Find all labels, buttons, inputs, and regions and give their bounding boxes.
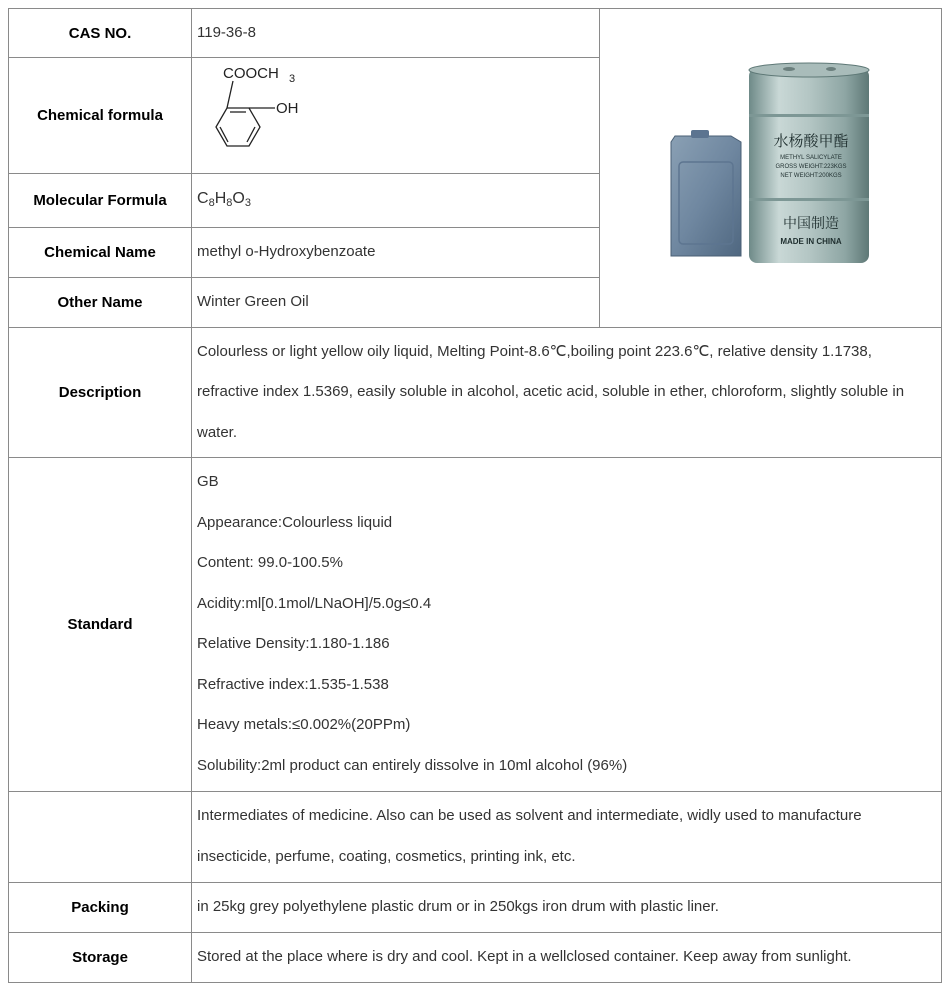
formula-o-count: 3 — [244, 196, 251, 209]
cas-value: 119-36-8 — [192, 9, 600, 58]
standard-line: Refractive index:1.535-1.538 — [197, 675, 389, 693]
formula-o: O — [232, 189, 245, 207]
standard-line: Acidity:ml[0.1mol/LNaOH]/5.0g≤0.4 — [197, 594, 432, 612]
other-name-label: Other Name — [9, 277, 192, 327]
description-value: Colourless or light yellow oily liquid, Melting Point-8.6℃,boiling point 223.6℃, relative density 1.1738, refractive index 1.5369, easily soluble in alcohol, acetic acid, soluble in ether, chloroform, slightly soluble in water. — [192, 327, 942, 457]
drum-label-en: METHYL SALICYLATE — [779, 154, 842, 161]
standard-line: Relative Density:1.180-1.186 — [197, 635, 390, 653]
standard-label: Standard — [9, 457, 192, 791]
drum-net: NET WEIGHT:200KGS — [779, 172, 842, 179]
storage-value: Stored at the place where is dry and cool. Kept in a wellclosed container. Keep away from sunlight. — [192, 932, 942, 982]
chemical-formula-value — [192, 58, 600, 174]
standard-line: Heavy metals:≤0.002%(20PPm) — [197, 716, 411, 734]
standard-line: Appearance:Colourless liquid — [197, 513, 393, 531]
plastic-drum-icon — [671, 130, 741, 256]
structure-diagram — [197, 61, 317, 171]
packing-label: Packing — [9, 882, 192, 932]
row-usage — [9, 791, 942, 882]
standard-value — [192, 457, 942, 791]
usage-label — [9, 791, 192, 882]
usage-value: Intermediates of medicine. Also can be used as solvent and intermediate, widly used to manufacture insecticide, perfume, coating, cosmetics, printing ink, etc. — [192, 791, 942, 882]
standard-line: GB — [197, 473, 219, 491]
standard-line: Content: 99.0-100.5% — [197, 554, 343, 572]
row-standard — [9, 457, 942, 791]
packing-value: in 25kg grey polyethylene plastic drum or in 250kgs iron drum with plastic liner. — [192, 882, 942, 932]
formula-h: H — [214, 189, 227, 207]
structure-side-group: OH — [276, 99, 299, 117]
description-label: Description — [9, 327, 192, 457]
formula-c-count: 8 — [208, 196, 215, 209]
cas-label: CAS NO. — [9, 9, 192, 58]
drum-origin-cn: 中国制造 — [782, 214, 839, 231]
drum-label-cn: 水杨酸甲酯 — [772, 132, 849, 150]
row-packing — [9, 882, 942, 932]
formula-c: C — [197, 189, 209, 207]
storage-label: Storage — [9, 932, 192, 982]
row-description — [9, 327, 942, 457]
formula-h-count: 8 — [226, 196, 233, 209]
standard-line: Solubility:2ml product can entirely dissolve in 10ml alcohol (96%) — [197, 756, 628, 774]
drum-origin-en: MADE IN CHINA — [779, 236, 842, 246]
chemical-formula-label: Chemical formula — [9, 58, 192, 174]
row-storage — [9, 932, 942, 982]
chemical-name-value: methyl o-Hydroxybenzoate — [192, 228, 600, 277]
other-name-value: Winter Green Oil — [192, 277, 600, 327]
drum-gross: GROSS WEIGHT:223KGS — [774, 163, 847, 170]
structure-top-sub: 3 — [289, 72, 296, 85]
product-image-cell — [600, 9, 942, 328]
structure-top-group: COOCH — [223, 64, 279, 82]
product-image — [661, 58, 881, 278]
iron-drum-icon — [749, 63, 869, 263]
row-cas — [9, 9, 942, 58]
spec-table — [8, 8, 942, 983]
molecular-formula-value — [192, 174, 600, 228]
molecular-formula-label: Molecular Formula — [9, 174, 192, 228]
chemical-name-label: Chemical Name — [9, 228, 192, 277]
